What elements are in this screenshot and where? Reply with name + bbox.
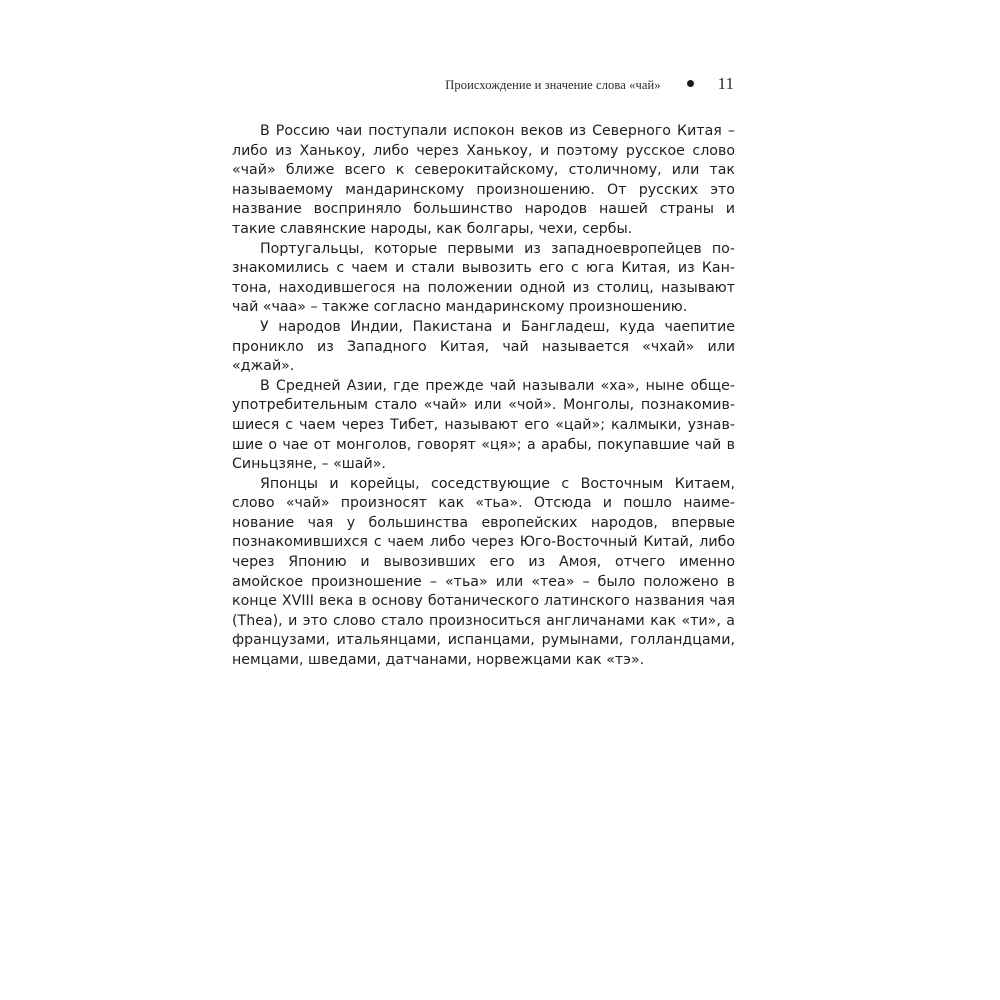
running-head (260, 74, 734, 98)
body-text (232, 122, 735, 671)
paragraph: Португальцы, которые первыми из западноевропейцев познакомились с чаем и стали вывозить его с юга Китая, из Кантона, находившегося на положении одной из столиц, называют чай «чаа» – также согласно мандаринскому произношению. (232, 240, 735, 316)
paragraph: Японцы и корейцы, соседствующие с Восточным Китаем, слово «чай» произносят как «тьа». Отсюда и пошло наименование чая у большинства европейских народов, впервые познакомившихся с чаем либо через Юго-Восточный Китай, либо через Японию и вывозивших его из Амоя, отчего именно амойское произношение – «тьа» или «теа» – было положено в конце XVIII века в основу ботанического латинского названия чая (Thea), и это слово стало произноситься англичанами как «ти», а французами, итальянцами, испанцами, румынами, голландцами, немцами, шведами, датчанами, норвежцами как «тэ». (232, 475, 735, 669)
running-title: Происхождение и значение слова «чай» (445, 78, 661, 92)
paragraph: В Россию чаи поступали испокон веков из Северного Китая – либо из Ханькоу, либо через Ханькоу, и поэтому русское слово «чай» ближе всего к северокитайскому, столичному, или так называемому мандаринскому произношению. От русских это название восприняло большинство народов нашей страны и такие славянские народы, как болгары, чехи, сербы. (232, 123, 735, 237)
page-number: 11 (717, 74, 734, 93)
bullet-dot-icon (687, 80, 694, 87)
paragraph: У народов Индии, Пакистана и Бангладеш, куда чаепитие проникло из Западного Китая, чай называется «чхай» или «джай». (232, 318, 735, 375)
paragraph: В Средней Азии, где прежде чай называли «ха», ныне общеупотребительным стало «чай» или «чой». Монголы, познакомившиеся с чаем через Тибет, называют его «цай»; калмыки, узнавшие о чае от монголов, говорят «ця»; а арабы, покупавшие чай в Синьцзяне, – «шай». (232, 377, 735, 473)
